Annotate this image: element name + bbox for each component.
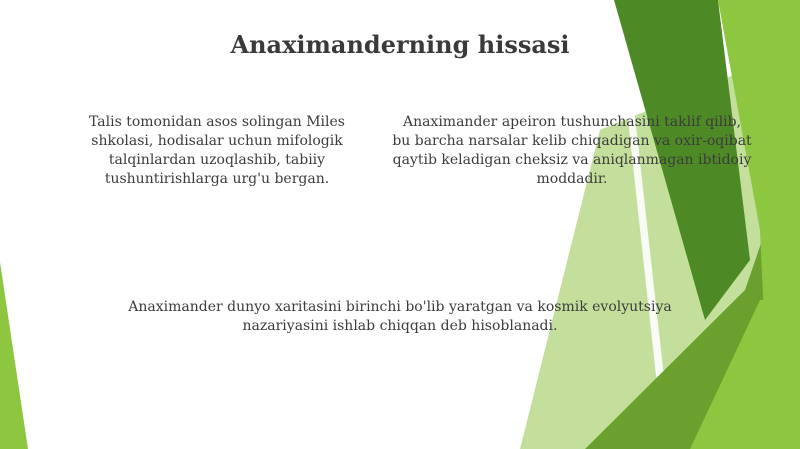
bottom-paragraph: Anaximander dunyo xaritasini birinchi bo'lib yaratgan va kosmik evolyutsiya nazariyasini ishlab chiqqan deb hisoblanadi. [128,299,672,334]
left-edge-shape [0,262,28,449]
page-title: Anaximanderning hissasi [230,30,570,59]
right-paragraph: Anaximander apeiron tushunchasini taklif qilib, bu barcha narsalar kelib chiqadigan va oxir-oqibat qaytib keladigan cheksiz va aniqlanmagan ibtidoiy moddadir. [392,114,752,187]
left-paragraph: Talis tomonidan asos solingan Miles shkolasi, hodisalar uchun mifologik talqinlardan uzoqlashib, tabiiy tushuntirishlarga urg'u bergan. [89,114,345,187]
